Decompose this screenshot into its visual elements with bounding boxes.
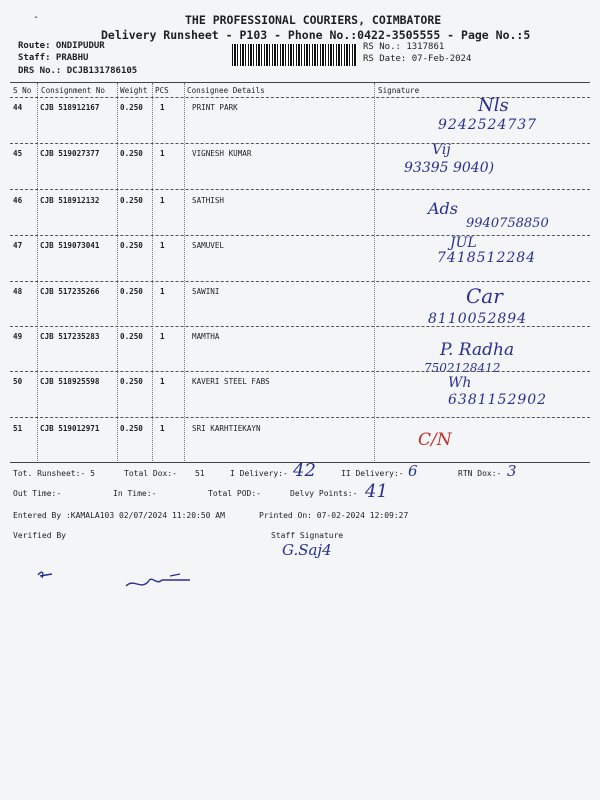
row-divider: [10, 417, 590, 418]
col-header-weight: Weight: [120, 86, 148, 95]
handwritten-status: C/N: [418, 430, 452, 450]
company-title: THE PROFESSIONAL COURIERS, COIMBATORE: [185, 13, 442, 27]
col-header-consignment: Consignment No: [41, 86, 106, 95]
col-header-pcs: PCS: [155, 86, 169, 95]
row-consignee: PRINT PARK: [192, 103, 238, 112]
row-weight: 0.250: [120, 377, 143, 386]
row-sno: 48: [13, 287, 23, 296]
handwritten-signature: Wh: [448, 375, 472, 391]
runsheet-subtitle: Delivery Runsheet - P103 - Phone No.:0422-3505555 - Page No.:5: [101, 28, 531, 42]
col-divider: [117, 83, 118, 463]
handwritten-phone: 7418512284: [437, 250, 537, 266]
route-label: Route: ONDIPUDUR: [18, 41, 105, 51]
row-weight: 0.250: [120, 287, 143, 296]
delvy-points-value: 41: [365, 481, 388, 502]
row-weight: 0.250: [120, 241, 143, 250]
i-delivery-value: 42: [293, 460, 316, 481]
row-weight: 0.250: [120, 149, 143, 158]
handwritten-signature: Nls: [478, 95, 509, 116]
row-pcs: 1: [160, 287, 165, 296]
row-consignment: CJB 518912132: [40, 196, 100, 205]
in-time-label: In Time:-: [113, 489, 157, 498]
drs-label: DRS No.: DCJB131786105: [18, 66, 138, 76]
row-consignee: SAMUVEL: [192, 241, 225, 250]
handwritten-signature: Vij: [432, 142, 451, 158]
row-divider: [10, 235, 590, 236]
row-consignment: CJB 518912167: [40, 103, 100, 112]
delvy-points-label: Delvy Points:-: [290, 489, 358, 498]
handwritten-phone: 7502128412: [424, 361, 501, 375]
rs-date: RS Date: 07-Feb-2024: [363, 54, 472, 64]
row-consignee: VIGNESH KUMAR: [192, 149, 252, 158]
row-consignment: CJB 518925598: [40, 377, 100, 386]
col-header-consignee: Consignee Details: [187, 86, 265, 95]
col-divider: [374, 83, 375, 463]
row-consignee: SATHISH: [192, 196, 225, 205]
row-divider: [10, 189, 590, 190]
staff-label: Staff: PRABHU: [18, 53, 89, 63]
col-header-sno: S No: [13, 86, 32, 95]
handwritten-phone: 93395 9040): [404, 160, 495, 176]
table-top-border: [10, 82, 590, 83]
verifier-signature-scribble: [30, 560, 210, 600]
handwritten-signature: Ads: [428, 199, 459, 218]
total-dox-value: 51: [195, 469, 205, 478]
entered-by: Entered By :KAMALA103 02/07/2024 11:20:50 AM: [13, 511, 225, 520]
row-divider: [10, 326, 590, 327]
row-sno: 46: [13, 196, 23, 205]
out-time-label: Out Time:-: [13, 489, 62, 498]
row-sno: 45: [13, 149, 23, 158]
verified-by-label: Verified By: [13, 531, 66, 540]
row-consignee: MAMTHA: [192, 332, 220, 341]
row-consignment: CJB 519012971: [40, 424, 100, 433]
handwritten-signature: P. Radha: [440, 340, 515, 360]
col-divider: [184, 83, 185, 463]
staff-signature-hand: G.Saj4: [282, 541, 332, 559]
rtn-dox-value: 3: [507, 462, 517, 480]
row-weight: 0.250: [120, 424, 143, 433]
handwritten-phone: 9940758850: [466, 216, 549, 231]
total-pod-label: Total POD:-: [208, 489, 261, 498]
rtn-dox-label: RTN Dox:-: [458, 469, 502, 478]
row-sno: 50: [13, 377, 23, 386]
col-header-signature: Signature: [378, 86, 420, 95]
ii-delivery-value: 6: [408, 462, 418, 480]
i-delivery-label: I Delivery:-: [230, 469, 288, 478]
row-divider: [10, 143, 590, 144]
row-weight: 0.250: [120, 332, 143, 341]
row-consignment: CJB 517235266: [40, 287, 100, 296]
row-consignee: SAWINI: [192, 287, 220, 296]
handwritten-signature: JUL: [450, 235, 477, 251]
printed-on: Printed On: 07-02-2024 12:09:27: [259, 511, 409, 520]
row-pcs: 1: [160, 149, 165, 158]
row-consignment: CJB 517235283: [40, 332, 100, 341]
row-sno: 49: [13, 332, 23, 341]
dash-mark: -: [33, 12, 40, 23]
row-consignment: CJB 519073041: [40, 241, 100, 250]
col-divider: [152, 83, 153, 463]
row-pcs: 1: [160, 424, 165, 433]
row-pcs: 1: [160, 332, 165, 341]
handwritten-phone: 6381152902: [448, 392, 548, 408]
rs-no: RS No.: 1317861: [363, 42, 445, 52]
row-sno: 47: [13, 241, 23, 250]
barcode: [232, 44, 357, 66]
ii-delivery-label: II Delivery:-: [341, 469, 404, 478]
row-divider: [10, 281, 590, 282]
handwritten-phone: 8110052894: [428, 311, 528, 327]
row-divider: [10, 371, 590, 372]
row-weight: 0.250: [120, 103, 143, 112]
row-consignee: SRI KARHTIEKAYN: [192, 424, 261, 433]
tot-runsheet: Tot. Runsheet:- 5: [13, 469, 95, 478]
handwritten-phone: 9242524737: [438, 117, 538, 133]
row-pcs: 1: [160, 377, 165, 386]
staff-signature-label: Staff Signature: [271, 531, 344, 540]
row-consignee: KAVERI STEEL FABS: [192, 377, 270, 386]
handwritten-signature: Car: [466, 284, 503, 308]
row-pcs: 1: [160, 196, 165, 205]
row-consignment: CJB 519027377: [40, 149, 100, 158]
total-dox-label: Total Dox:-: [124, 469, 177, 478]
col-divider: [37, 83, 38, 463]
row-pcs: 1: [160, 103, 165, 112]
row-pcs: 1: [160, 241, 165, 250]
row-sno: 51: [13, 424, 23, 433]
row-sno: 44: [13, 103, 23, 112]
row-weight: 0.250: [120, 196, 143, 205]
